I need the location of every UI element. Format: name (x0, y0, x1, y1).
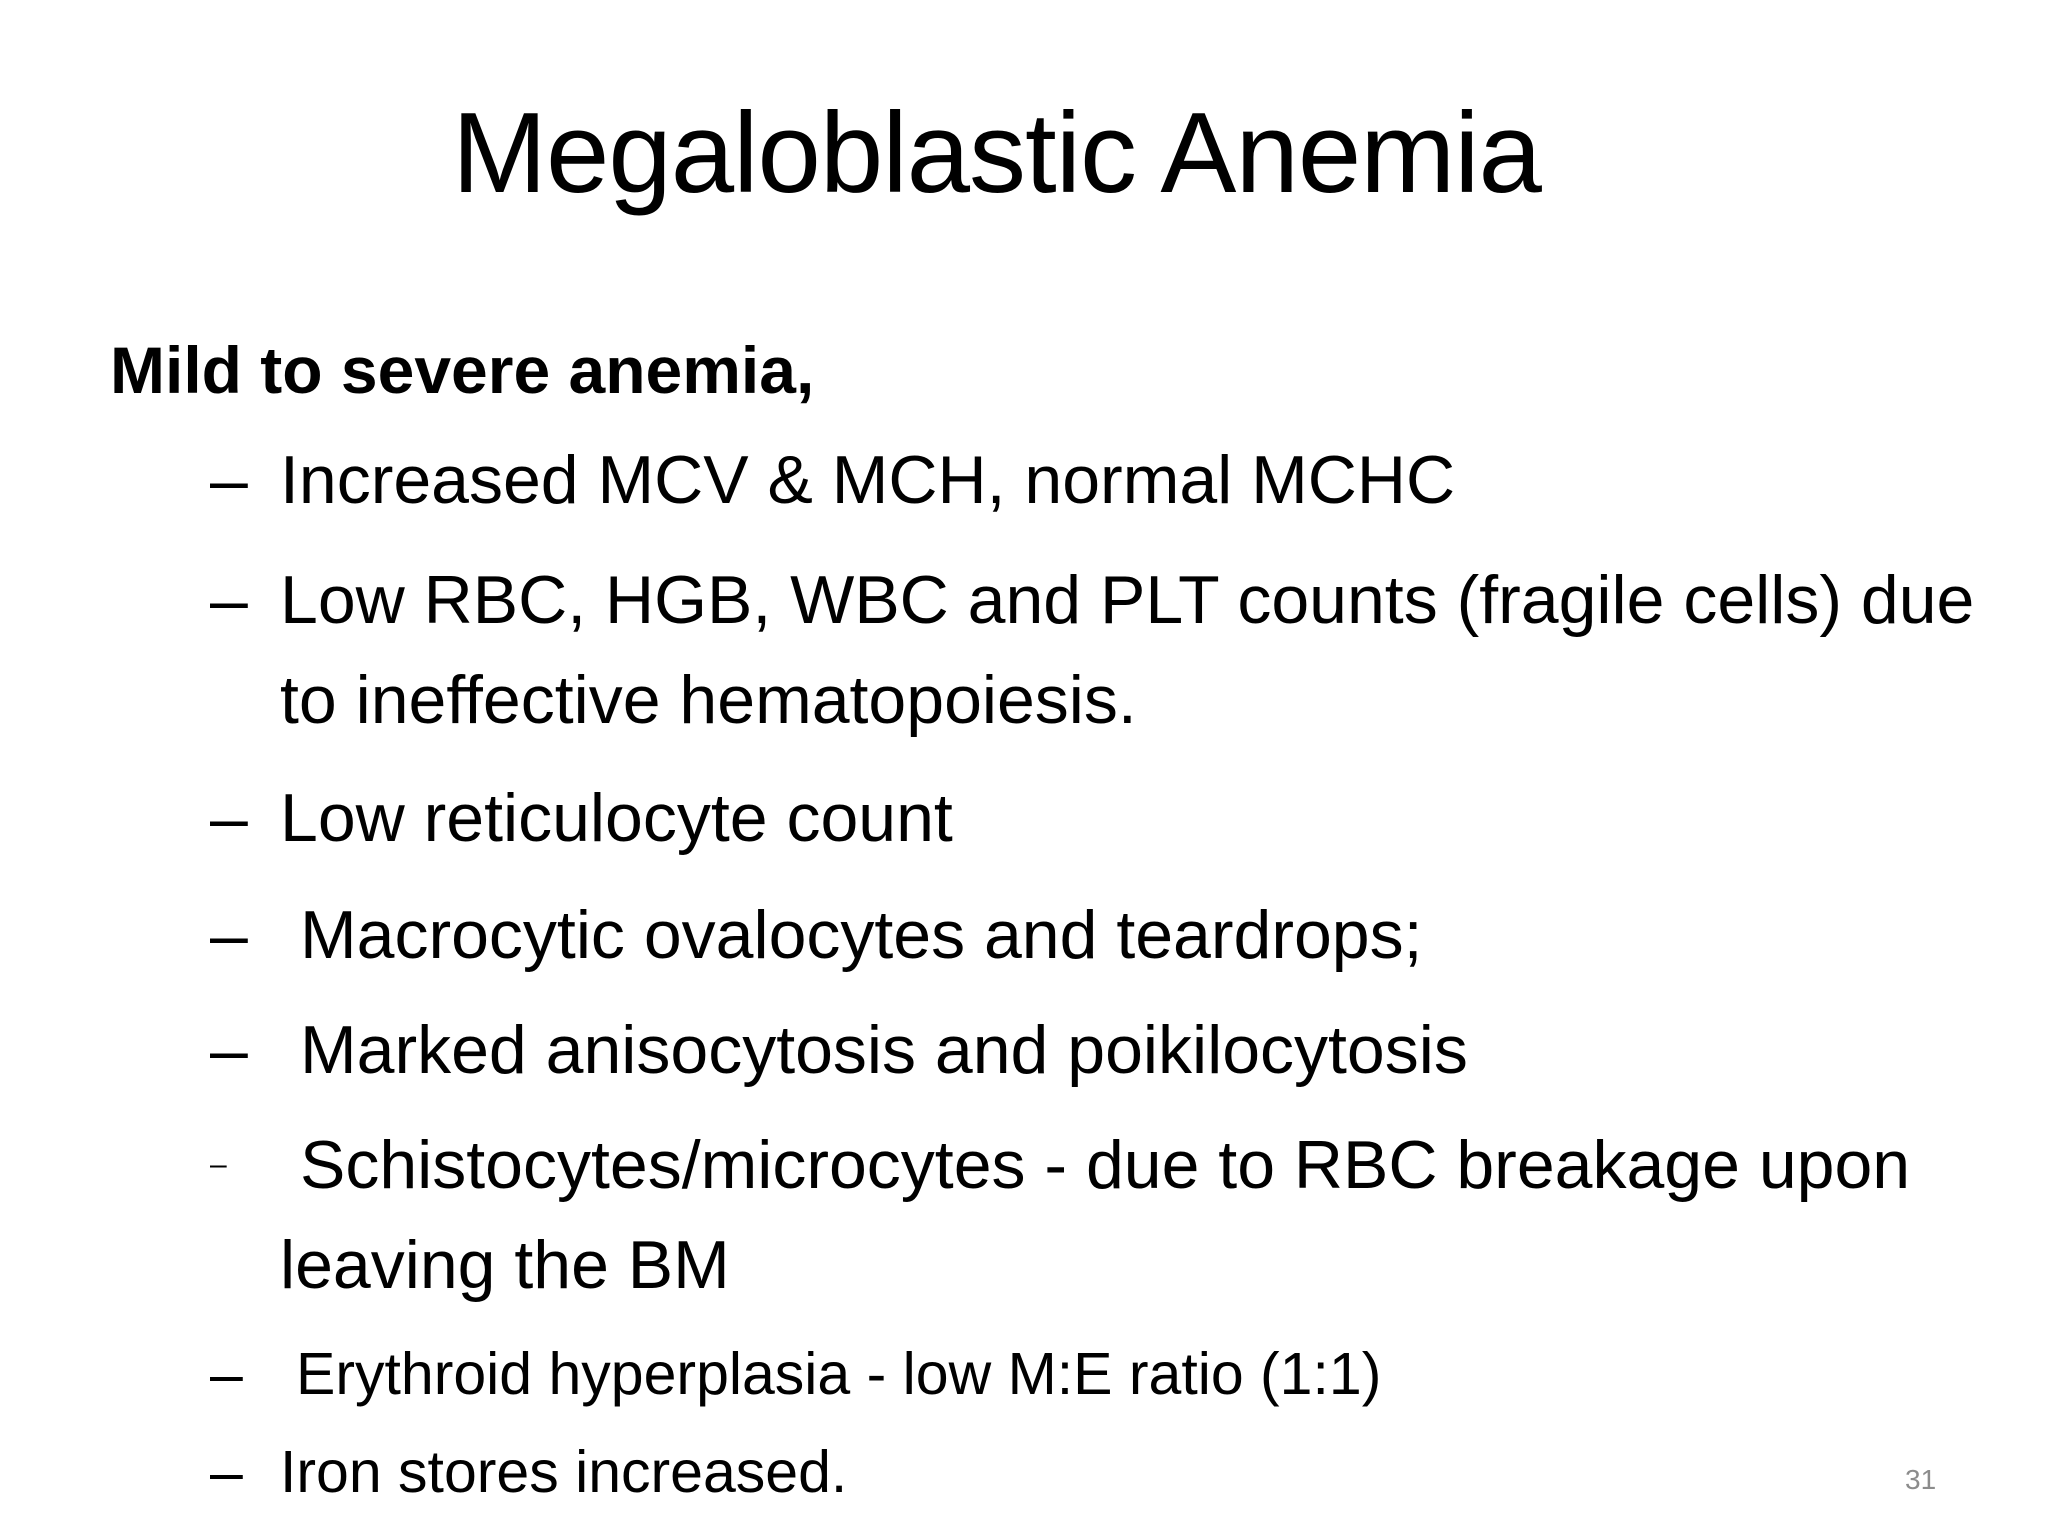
bullet-text-continued: leaving the BM (280, 1227, 730, 1303)
bullet-text: Schistocytes/microcytes - due to RBC breakage upon (300, 1127, 1911, 1203)
bullet-dash: – (210, 1012, 248, 1088)
bullet-dash: – (210, 780, 248, 856)
bullet-text: Macrocytic ovalocytes and teardrops; (300, 897, 1423, 973)
page-number: 31 (1905, 1464, 1937, 1495)
bullet-item (210, 430, 2010, 530)
bullet-text: Low RBC, HGB, WBC and PLT counts (fragile cells) due (280, 562, 1975, 638)
bullet-dash: – (210, 562, 248, 638)
bullet-item (210, 1428, 2010, 1516)
bullet-text: Iron stores increased. (280, 1439, 848, 1505)
bullet-text: Increased MCV & MCH, normal MCHC (280, 442, 1456, 518)
bullet-dash: – (210, 1439, 243, 1505)
bullet-item (210, 1000, 2010, 1100)
bullet-text-continued: to ineffective hematopoiesis. (280, 662, 1137, 738)
bullet-dash: – (210, 1148, 227, 1181)
bullet-dash: – (210, 442, 248, 518)
bullet-dash: – (210, 1341, 243, 1407)
bullet-item (210, 1115, 2010, 1315)
bullet-dash: – (210, 897, 248, 973)
bullet-text: Marked anisocytosis and poikilocytosis (300, 1012, 1468, 1088)
bullet-item (210, 1330, 2010, 1418)
bullet-text: Low reticulocyte count (280, 780, 953, 856)
slide-title: Megaloblastic Anemia (452, 90, 1541, 217)
slide-heading: Mild to severe anemia, (110, 333, 815, 407)
bullet-item (210, 768, 2010, 868)
bullet-item (210, 885, 2010, 985)
bullet-text: Erythroid hyperplasia - low M:E ratio (1:1) (296, 1341, 1382, 1407)
bullet-item (210, 550, 2010, 750)
